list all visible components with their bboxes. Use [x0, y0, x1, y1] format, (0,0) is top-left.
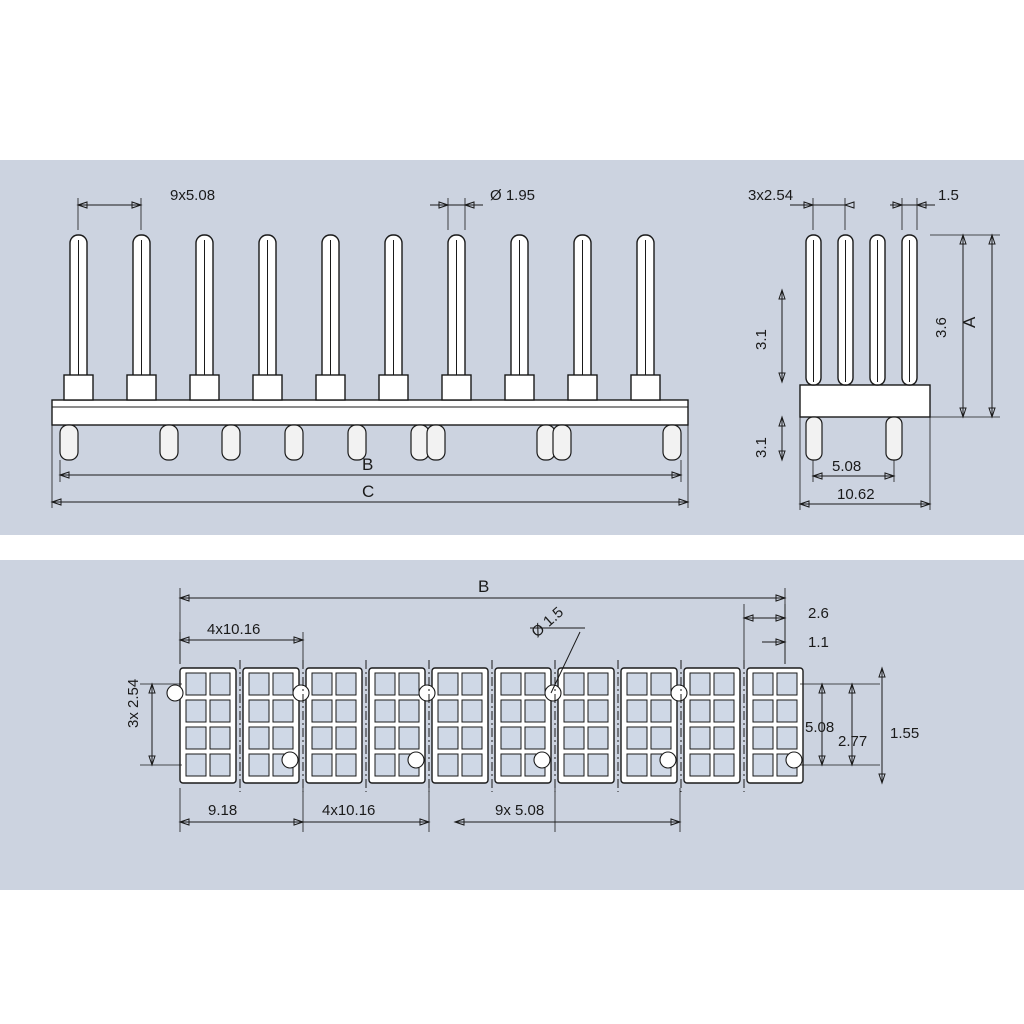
dim-overall-b: B — [478, 577, 490, 596]
dim-height-a: A — [960, 316, 979, 328]
dim-width-508: 5.08 — [832, 458, 862, 475]
dim-pitch-top: 9x5.08 — [170, 187, 216, 204]
dim-length-c: C — [362, 482, 375, 501]
dim-vert-508: 5.08 — [805, 719, 835, 736]
dim-first-918: 9.18 — [208, 802, 238, 819]
dim-group-pitch-upper: 4x10.16 — [207, 621, 261, 638]
top-view-drawing — [0, 560, 1024, 890]
dim-width-1062: 10.62 — [837, 486, 875, 503]
top-view-panel — [0, 560, 1024, 890]
dim-right-26: 2.6 — [808, 605, 829, 622]
dim-edge: 1.5 — [938, 187, 959, 204]
dim-group-pitch-lower: 4x10.16 — [322, 802, 376, 819]
side-view-panel — [0, 160, 1024, 535]
dim-pitch-9x508: 9x 5.08 — [495, 802, 545, 819]
dim-height-31-upper: 3.1 — [753, 329, 770, 350]
dim-row-3x254: 3x 2.54 — [125, 678, 142, 728]
dim-right-11: 1.1 — [808, 634, 829, 651]
dim-height-31-lower: 3.1 — [753, 437, 770, 458]
top-view-modules — [167, 660, 803, 792]
dim-pin-diameter: Ø 1.95 — [490, 187, 536, 204]
end-view-body — [800, 235, 930, 460]
dim-hole-diameter: Ø 1.5 — [528, 603, 567, 641]
dim-vert-277: 2.77 — [838, 733, 868, 750]
dim-length-b: B — [362, 455, 374, 474]
dim-vert-155: 1.55 — [890, 725, 920, 742]
dim-row-pitch: 3x2.54 — [748, 187, 794, 204]
side-view-drawing — [0, 160, 1024, 535]
dim-height-36: 3.6 — [933, 317, 950, 338]
side-view-body — [52, 235, 688, 460]
